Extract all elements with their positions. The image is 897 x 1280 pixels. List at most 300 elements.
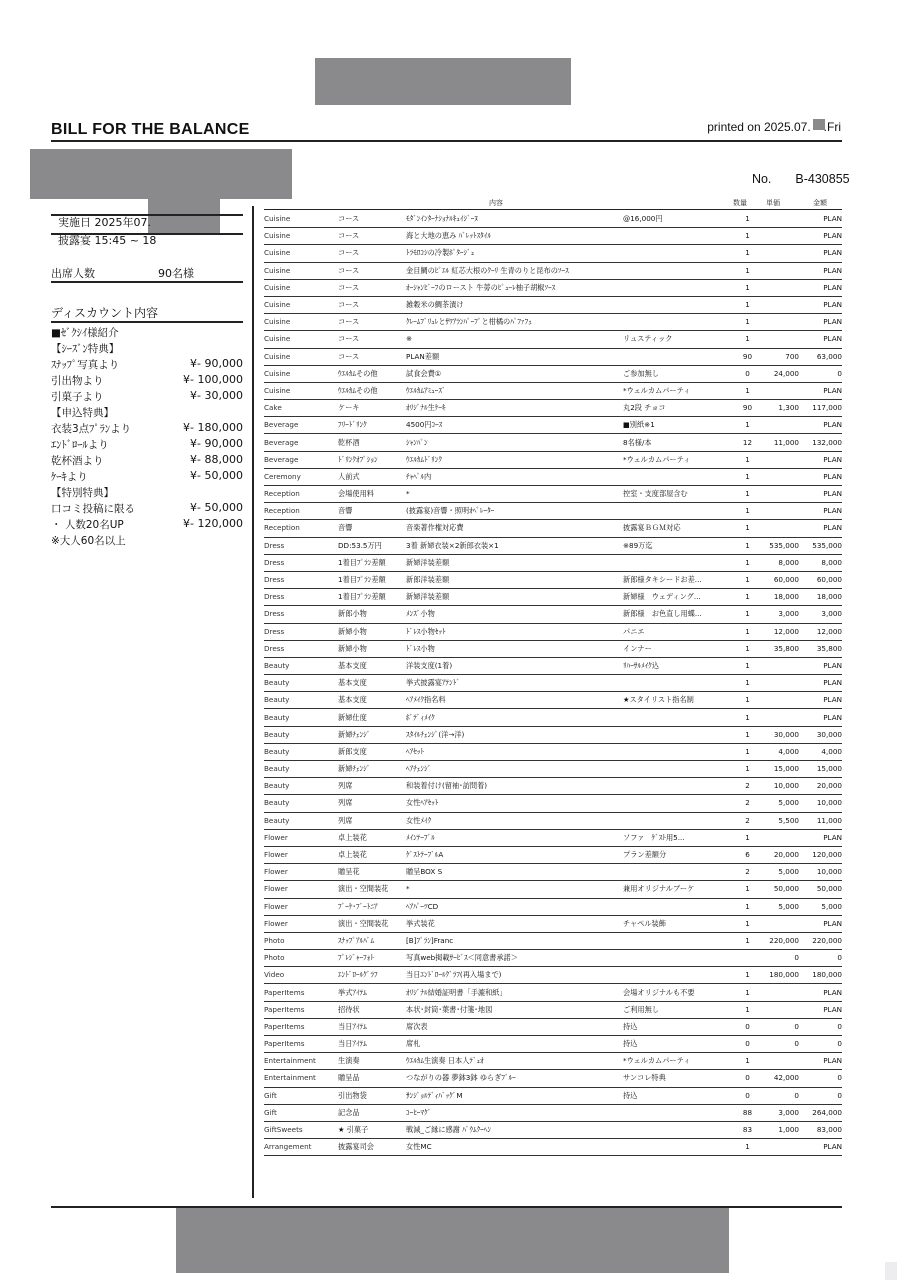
item-note [623, 279, 736, 296]
item-description: 新婦洋装差額 [406, 589, 623, 606]
item-subcategory: ｴﾝﾄﾞﾛｰﾙｸﾞﾗﾌ [338, 967, 406, 984]
table-row [264, 709, 842, 726]
item-description: ｵｰｼｬﾝﾋﾞｰﾌのロースト 牛蒡のﾋﾟｭｰﾚ柚子胡椒ｿｰｽ [406, 279, 623, 296]
item-description: 席札 [406, 1036, 623, 1053]
discount-line-label: 引出物より [51, 375, 104, 387]
discount-line-label: 【ｼｰｽﾞﾝ特典】 [51, 343, 120, 355]
item-note: 新婦様 ウェディング... [623, 589, 736, 606]
item-category: Entertainment [264, 1070, 338, 1087]
item-subcategory: ﾌﾟﾚｼﾞｬｰﾌｫﾄ [338, 950, 406, 967]
table-row [264, 554, 842, 571]
item-note [623, 296, 736, 313]
item-unit-price [759, 984, 799, 1001]
item-description: 挙式装花 [406, 915, 623, 932]
item-note [623, 812, 736, 829]
discount-line-amount: ¥- 90,000 [190, 357, 243, 370]
printed-date [707, 120, 841, 134]
item-quantity: 1 [736, 1001, 759, 1018]
item-quantity: 1 [736, 451, 759, 468]
item-subcategory: ケーキ [338, 400, 406, 417]
item-amount: PLAN [799, 1053, 842, 1070]
item-amount: 3,000 [799, 606, 842, 623]
item-amount: 0 [799, 1036, 842, 1053]
item-quantity: 1 [736, 296, 759, 313]
item-unit-price: 0 [759, 1036, 799, 1053]
item-unit-price [759, 279, 799, 296]
discount-line-label: ■ｾﾞｸｼｲ様紹介 [51, 327, 119, 339]
item-description: 贈呈BOX S [406, 864, 623, 881]
item-note: 会場オリジナルも不要 [623, 984, 736, 1001]
item-amount: 5,000 [799, 898, 842, 915]
item-quantity: 12 [736, 434, 759, 451]
item-note [623, 709, 736, 726]
item-quantity: 1 [736, 761, 759, 778]
divider [51, 321, 243, 323]
item-category: Dress [264, 640, 338, 657]
item-amount: 4,000 [799, 743, 842, 760]
item-amount: PLAN [799, 657, 842, 674]
item-description: 新郎洋装差額 [406, 571, 623, 588]
item-quantity: 1 [736, 331, 759, 348]
item-note: *ウェルカムパーティ [623, 451, 736, 468]
table-row [264, 950, 842, 967]
item-unit-price: 5,000 [759, 898, 799, 915]
item-category: Cuisine [264, 314, 338, 331]
item-category: Flower [264, 881, 338, 898]
item-note: ■別紙※1 [623, 417, 736, 434]
item-note [623, 795, 736, 812]
item-description: ﾍｱﾊﾟｰﾂCD [406, 898, 623, 915]
item-description: 本状･封筒･葉書･付箋･地図 [406, 1001, 623, 1018]
table-row [264, 640, 842, 657]
item-subcategory: 披露宴司会 [338, 1139, 406, 1156]
table-row [264, 382, 842, 399]
item-quantity: 1 [736, 262, 759, 279]
discount-line-label: ｴﾝﾄﾞﾛｰﾙより [51, 439, 109, 451]
item-category: Cake [264, 400, 338, 417]
item-category: Cuisine [264, 245, 338, 262]
item-description: 戦減_ご縁に感謝 ﾊﾞｳﾑｸｰﾍﾝ [406, 1121, 623, 1138]
divider [51, 233, 243, 235]
table-row [264, 211, 842, 228]
item-quantity: 2 [736, 864, 759, 881]
item-category: Cuisine [264, 262, 338, 279]
item-unit-price [759, 675, 799, 692]
item-category: Dress [264, 623, 338, 640]
item-quantity: 0 [736, 365, 759, 382]
table-row [264, 1139, 842, 1156]
item-description: ﾄﾞﾚｽ小物 [406, 640, 623, 657]
table-row [264, 984, 842, 1001]
item-note [623, 778, 736, 795]
item-category: Entertainment [264, 1053, 338, 1070]
table-row [264, 228, 842, 245]
redacted-header-block [315, 58, 571, 105]
item-unit-price [759, 520, 799, 537]
table-row [264, 623, 842, 640]
item-quantity: 0 [736, 1070, 759, 1087]
item-description: ｵﾘｼﾞﾅﾙ生ｹｰｷ [406, 400, 623, 417]
item-amount: 220,000 [799, 932, 842, 949]
item-amount: 120,000 [799, 846, 842, 863]
item-subcategory: 当日ｱｲﾃﾑ [338, 1018, 406, 1035]
item-quantity: 1 [736, 623, 759, 640]
item-amount: PLAN [799, 675, 842, 692]
item-category: Gift [264, 1104, 338, 1121]
item-amount: 20,000 [799, 778, 842, 795]
item-quantity: 1 [736, 417, 759, 434]
table-row [264, 606, 842, 623]
item-description: ｺｰﾋｰﾏｸﾞ [406, 1104, 623, 1121]
item-unit-price: 30,000 [759, 726, 799, 743]
item-category: Cuisine [264, 382, 338, 399]
item-note [623, 468, 736, 485]
item-category: Ceremony [264, 468, 338, 485]
item-note: ★スタイリスト指名制 [623, 692, 736, 709]
item-unit-price [759, 211, 799, 228]
item-category: Flower [264, 846, 338, 863]
item-quantity: 1 [736, 228, 759, 245]
party-time-value: 15:45 ~ 18 [94, 234, 157, 247]
items-table [264, 211, 842, 1156]
item-amount: 63,000 [799, 348, 842, 365]
table-row [264, 1001, 842, 1018]
discount-line-label: ・ 人数20名UP [51, 519, 124, 531]
printed-suffix: .Fri [823, 120, 841, 134]
item-category: Dress [264, 606, 338, 623]
item-category: Photo [264, 950, 338, 967]
item-note: 兼用オリジナルブーケ [623, 881, 736, 898]
page-edge [885, 1262, 897, 1280]
item-quantity: 1 [736, 829, 759, 846]
header-qty: 数量 [733, 199, 747, 207]
item-quantity: 1 [736, 1139, 759, 1156]
item-amount: 50,000 [799, 881, 842, 898]
item-subcategory: 人前式 [338, 468, 406, 485]
item-category: Cuisine [264, 365, 338, 382]
item-note: 持込 [623, 1036, 736, 1053]
table-row [264, 451, 842, 468]
item-subcategory: 新婦小物 [338, 623, 406, 640]
item-note [623, 675, 736, 692]
item-subcategory: 音響 [338, 520, 406, 537]
item-amount: 60,000 [799, 571, 842, 588]
item-category: Beauty [264, 812, 338, 829]
item-unit-price [759, 296, 799, 313]
item-unit-price [759, 709, 799, 726]
item-subcategory: コース [338, 314, 406, 331]
item-note [623, 245, 736, 262]
item-description: [B]ﾌﾟﾗﾝ]Franc [406, 932, 623, 949]
item-amount: 0 [799, 1018, 842, 1035]
header-amount: 金額 [813, 199, 827, 207]
item-unit-price: 1,300 [759, 400, 799, 417]
item-unit-price: 4,000 [759, 743, 799, 760]
item-amount: 0 [799, 1070, 842, 1087]
item-description: ｸﾚｰﾑﾌﾞﾘｭﾚとｻﾜｱﾗﾝﾊﾟｰﾌﾟと柑橘のﾊﾟﾌｧﾌｪ [406, 314, 623, 331]
item-category: Beverage [264, 434, 338, 451]
item-note: インナー [623, 640, 736, 657]
item-unit-price: 5,000 [759, 795, 799, 812]
item-amount: PLAN [799, 468, 842, 485]
discount-line-label: 衣装3点ﾌﾟﾗﾝより [51, 423, 132, 435]
item-description: ﾄﾞﾚｽ小物ｾｯﾄ [406, 623, 623, 640]
item-note: 新郎様 お色直し用蝶... [623, 606, 736, 623]
item-amount: 30,000 [799, 726, 842, 743]
item-note [623, 554, 736, 571]
item-amount: PLAN [799, 262, 842, 279]
item-note [623, 898, 736, 915]
item-note [623, 348, 736, 365]
item-category: Cuisine [264, 279, 338, 296]
item-category: Cuisine [264, 331, 338, 348]
item-unit-price: 535,000 [759, 537, 799, 554]
item-unit-price [759, 314, 799, 331]
item-category: Beauty [264, 778, 338, 795]
item-subcategory: コース [338, 296, 406, 313]
item-unit-price [759, 468, 799, 485]
item-quantity: 1 [736, 675, 759, 692]
item-unit-price [759, 692, 799, 709]
item-quantity: 1 [736, 932, 759, 949]
item-category: Video [264, 967, 338, 984]
document-title: BILL FOR THE BALANCE [51, 121, 250, 138]
table-row [264, 864, 842, 881]
item-note [623, 1139, 736, 1156]
table-row [264, 778, 842, 795]
item-description: 4500円ｺｰｽ [406, 417, 623, 434]
item-amount: PLAN [799, 228, 842, 245]
item-amount: 264,000 [799, 1104, 842, 1121]
item-amount: 0 [799, 950, 842, 967]
item-subcategory: コース [338, 262, 406, 279]
item-subcategory: ﾄﾞﾘﾝｸｵﾌﾟｼｮﾝ [338, 451, 406, 468]
party-time-label: 披露宴 [58, 234, 91, 247]
item-amount: PLAN [799, 984, 842, 1001]
table-row [264, 503, 842, 520]
item-description: ﾍｱｾｯﾄ [406, 743, 623, 760]
item-note: サンコレ特典 [623, 1070, 736, 1087]
discount-heading: ディスカウント内容 [51, 306, 159, 320]
item-subcategory: コース [338, 228, 406, 245]
item-note: ﾘﾊｰｻﾙﾒｲｸ込 [623, 657, 736, 674]
table-row [264, 365, 842, 382]
item-description: つながりの器 夢鉢3鉢 ゆらぎﾌﾞﾙｰ [406, 1070, 623, 1087]
item-amount: PLAN [799, 211, 842, 228]
discount-line-amount: ¥- 30,000 [190, 389, 243, 402]
item-quantity [736, 950, 759, 967]
item-quantity: 1 [736, 640, 759, 657]
item-description: 音楽著作権対応費 [406, 520, 623, 537]
item-category: Beauty [264, 795, 338, 812]
item-quantity: 1 [736, 606, 759, 623]
item-note: ご利用無し [623, 1001, 736, 1018]
header-underline [264, 209, 842, 210]
item-subcategory: 当日ｱｲﾃﾑ [338, 1036, 406, 1053]
item-category: Beauty [264, 726, 338, 743]
discount-line-label: ｹｰｷより [51, 471, 88, 483]
item-unit-price [759, 829, 799, 846]
item-amount: PLAN [799, 296, 842, 313]
item-note [623, 761, 736, 778]
item-quantity: 1 [736, 743, 759, 760]
item-category: Dress [264, 589, 338, 606]
item-subcategory: 1着目ﾌﾟﾗﾝ差額 [338, 554, 406, 571]
item-amount: PLAN [799, 486, 842, 503]
table-row [264, 262, 842, 279]
item-subcategory: コース [338, 279, 406, 296]
item-description: 金目鯛のﾋﾟｴﾙ 紅芯大根のｸｰﾘ 生青のりと昆布のｿｰｽ [406, 262, 623, 279]
item-category: PaperItems [264, 1018, 338, 1035]
item-description: 席次表 [406, 1018, 623, 1035]
item-note: @16,000円 [623, 211, 736, 228]
item-quantity: 2 [736, 795, 759, 812]
item-subcategory: コース [338, 211, 406, 228]
item-quantity: 0 [736, 1087, 759, 1104]
table-row [264, 1036, 842, 1053]
table-row [264, 795, 842, 812]
item-amount: 132,000 [799, 434, 842, 451]
table-row [264, 761, 842, 778]
item-quantity: 1 [736, 468, 759, 485]
event-date-value: 2025年07. [94, 216, 151, 229]
item-note [623, 950, 736, 967]
item-category: Flower [264, 829, 338, 846]
item-amount: 15,000 [799, 761, 842, 778]
item-note: チャペル装飾 [623, 915, 736, 932]
item-unit-price: 0 [759, 1018, 799, 1035]
item-subcategory: 新婦ﾁｪﾝｼﾞ [338, 761, 406, 778]
item-subcategory: 演出・空間装花 [338, 915, 406, 932]
item-subcategory: 新郎小物 [338, 606, 406, 623]
item-amount: 12,000 [799, 623, 842, 640]
item-subcategory: 基本支度 [338, 675, 406, 692]
item-unit-price [759, 1053, 799, 1070]
item-amount: PLAN [799, 279, 842, 296]
item-quantity: 90 [736, 400, 759, 417]
table-row [264, 331, 842, 348]
item-unit-price: 10,000 [759, 778, 799, 795]
table-row [264, 417, 842, 434]
item-unit-price: 50,000 [759, 881, 799, 898]
item-subcategory: コース [338, 348, 406, 365]
item-note: 披露宴ＢＧＭ対応 [623, 520, 736, 537]
item-note: ソファ ｹﾞｽﾄ用5... [623, 829, 736, 846]
item-amount: 0 [799, 365, 842, 382]
item-unit-price [759, 451, 799, 468]
discount-line-amount: ¥- 100,000 [183, 373, 243, 386]
item-quantity: 1 [736, 537, 759, 554]
item-note: 丸2段 チョコ [623, 400, 736, 417]
item-category: Cuisine [264, 228, 338, 245]
item-unit-price: 1,000 [759, 1121, 799, 1138]
table-row [264, 726, 842, 743]
discount-line-label: 口コミ投稿に限る [51, 503, 135, 515]
item-subcategory: 生演奏 [338, 1053, 406, 1070]
table-row [264, 1104, 842, 1121]
item-amount: PLAN [799, 709, 842, 726]
item-category: Cuisine [264, 211, 338, 228]
table-row [264, 1087, 842, 1104]
item-unit-price [759, 245, 799, 262]
item-quantity: 88 [736, 1104, 759, 1121]
item-unit-price: 42,000 [759, 1070, 799, 1087]
item-quantity: 1 [736, 692, 759, 709]
item-description: 女性MC [406, 1139, 623, 1156]
item-quantity: 1 [736, 726, 759, 743]
discount-line-label: ※大人60名以上 [51, 535, 126, 547]
discount-line-label: 【申込特典】 [51, 407, 114, 419]
item-category: Flower [264, 864, 338, 881]
discount-line-label: 乾杯酒より [51, 455, 104, 467]
item-category: Arrangement [264, 1139, 338, 1156]
redacted-client-name [30, 149, 292, 199]
item-quantity: 1 [736, 571, 759, 588]
table-row [264, 245, 842, 262]
item-unit-price: 5,500 [759, 812, 799, 829]
item-unit-price: 20,000 [759, 846, 799, 863]
item-quantity: 1 [736, 382, 759, 399]
item-unit-price [759, 331, 799, 348]
item-amount: PLAN [799, 331, 842, 348]
item-unit-price: 18,000 [759, 589, 799, 606]
bill-no-label: No. [751, 172, 772, 186]
item-subcategory: 基本支度 [338, 692, 406, 709]
item-amount: 35,800 [799, 640, 842, 657]
item-quantity: 0 [736, 1018, 759, 1035]
item-note: プラン差額分 [623, 846, 736, 863]
item-description: * [406, 486, 623, 503]
item-subcategory: 列席 [338, 812, 406, 829]
item-unit-price: 700 [759, 348, 799, 365]
item-subcategory: ｳｴﾙｶﾑその他 [338, 382, 406, 399]
item-quantity: 1 [736, 898, 759, 915]
item-unit-price: 12,000 [759, 623, 799, 640]
table-row [264, 314, 842, 331]
table-row [264, 1018, 842, 1035]
item-unit-price [759, 382, 799, 399]
item-category: Beauty [264, 743, 338, 760]
item-description: ﾎﾞﾃﾞｨﾒｲｸ [406, 709, 623, 726]
item-description: ﾍｱﾁｪﾝｼﾞ [406, 761, 623, 778]
item-category: Flower [264, 915, 338, 932]
item-unit-price: 8,000 [759, 554, 799, 571]
table-row [264, 967, 842, 984]
item-amount: 10,000 [799, 864, 842, 881]
item-amount: 117,000 [799, 400, 842, 417]
item-description: 新婦洋装差額 [406, 554, 623, 571]
item-unit-price: 35,800 [759, 640, 799, 657]
item-subcategory: コース [338, 331, 406, 348]
item-description: ﾍｱﾒｲｸ指名料 [406, 692, 623, 709]
item-subcategory: 列席 [338, 795, 406, 812]
item-description: 3着 新婦衣装×2新郎衣装×1 [406, 537, 623, 554]
item-quantity: 1 [736, 554, 759, 571]
discount-line-label: ｽﾅｯﾌﾟ写真より [51, 359, 120, 371]
item-amount: 535,000 [799, 537, 842, 554]
item-subcategory: DD:53.5万円 [338, 537, 406, 554]
item-unit-price: 3,000 [759, 606, 799, 623]
item-description: ﾄﾗﾓﾛｺｼの冷製ﾎﾟﾀｰｼﾞｭ [406, 245, 623, 262]
table-row [264, 915, 842, 932]
item-quantity: 1 [736, 503, 759, 520]
item-subcategory: ﾌﾘｰﾄﾞﾘﾝｸ [338, 417, 406, 434]
table-row [264, 1070, 842, 1087]
item-category: Dress [264, 537, 338, 554]
item-quantity: 1 [736, 245, 759, 262]
item-subcategory: 引出物袋 [338, 1087, 406, 1104]
item-description: ※ [406, 331, 623, 348]
